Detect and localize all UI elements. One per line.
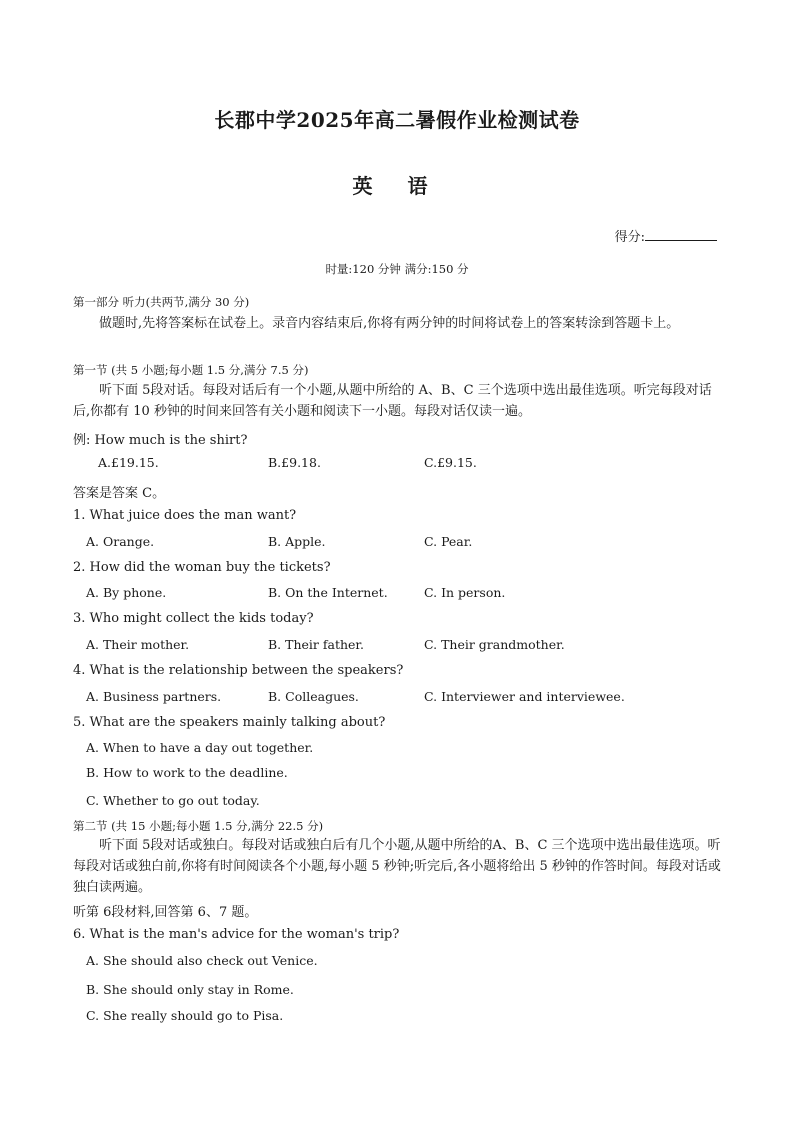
question-5: 5. What are the speakers mainly talking about? bbox=[73, 715, 386, 730]
example-option-b: B.£9.18. bbox=[268, 455, 321, 470]
score-blank bbox=[645, 228, 717, 241]
example-answer: 答案是答案 C。 bbox=[73, 486, 166, 501]
part1-instructions-text: 做题时,先将答案标在试卷上。录音内容结束后,你将有两分钟的时间将试卷上的答案转涂到答题卡上。 bbox=[99, 316, 680, 331]
q1-option-c: C. Pear. bbox=[424, 534, 473, 549]
q1-option-b: B. Apple. bbox=[268, 534, 326, 549]
example-question: 例: How much is the shirt? bbox=[73, 433, 248, 448]
part1-instructions bbox=[73, 313, 723, 334]
section1-heading: 第一节 (共 5 小题;每小题 1.5 分,满分 7.5 分) bbox=[73, 363, 309, 377]
section1-instructions bbox=[73, 380, 723, 422]
question-4: 4. What is the relationship between the speakers? bbox=[73, 663, 404, 678]
q6-option-a: A. She should also check out Venice. bbox=[86, 953, 318, 968]
section2-instructions-text: 听下面 5段对话或独白。每段对话或独白后有几个小题,从题中所给的A、B、C 三个选项中选出最佳选项。听每段对话或独白前,你将有时间阅读各个小题,每小题 5 秒钟;听完后,各小题将给出 5 秒钟的作答时间。每段对话或独白读两遍。 bbox=[73, 838, 721, 895]
q2-option-a: A. By phone. bbox=[86, 585, 167, 600]
material-6-note: 听第 6段材料,回答第 6、7 题。 bbox=[73, 905, 258, 920]
q6-option-c: C. She really should go to Pisa. bbox=[86, 1008, 284, 1023]
question-6: 6. What is the man's advice for the woman's trip? bbox=[73, 927, 400, 942]
q2-option-c: C. In person. bbox=[424, 585, 506, 600]
part1-heading: 第一部分 听力(共两节,满分 30 分) bbox=[73, 295, 250, 309]
question-1: 1. What juice does the man want? bbox=[73, 508, 297, 523]
question-2: 2. How did the woman buy the tickets? bbox=[73, 560, 331, 575]
section2-heading: 第二节 (共 15 小题;每小题 1.5 分,满分 22.5 分) bbox=[73, 819, 324, 833]
section2-instructions bbox=[73, 835, 723, 898]
q1-option-a: A. Orange. bbox=[86, 534, 155, 549]
q3-option-a: A. Their mother. bbox=[86, 637, 190, 652]
q4-option-c: C. Interviewer and interviewee. bbox=[424, 689, 625, 704]
subject-title: 英 语 bbox=[352, 174, 442, 198]
q6-option-b: B. She should only stay in Rome. bbox=[86, 982, 294, 997]
q3-option-b: B. Their father. bbox=[268, 637, 364, 652]
section1-instructions-text: 听下面 5段对话。每段对话后有一个小题,从题中所给的 A、B、C 三个选项中选出最佳选项。听完每段对话后,你都有 10 秒钟的时间来回答有关小题和阅读下一小题。每段对话仅读一遍。 bbox=[73, 383, 712, 419]
example-option-c: C.£9.15. bbox=[424, 455, 477, 470]
time-info: 时量:120 分钟 满分:150 分 bbox=[325, 262, 469, 276]
q5-option-b: B. How to work to the deadline. bbox=[86, 765, 288, 780]
score-label: 得分: bbox=[614, 230, 645, 245]
score-field bbox=[615, 226, 717, 245]
q3-option-c: C. Their grandmother. bbox=[424, 637, 565, 652]
q5-option-a: A. When to have a day out together. bbox=[86, 740, 314, 755]
q4-option-b: B. Colleagues. bbox=[268, 689, 359, 704]
exam-title: 长郡中学2025年高二暑假作业检测试卷 bbox=[214, 108, 580, 132]
question-3: 3. Who might collect the kids today? bbox=[73, 611, 314, 626]
q2-option-b: B. On the Internet. bbox=[268, 585, 388, 600]
q5-option-c: C. Whether to go out today. bbox=[86, 793, 260, 808]
example-option-a: A.£19.15. bbox=[98, 455, 159, 470]
q4-option-a: A. Business partners. bbox=[86, 689, 222, 704]
